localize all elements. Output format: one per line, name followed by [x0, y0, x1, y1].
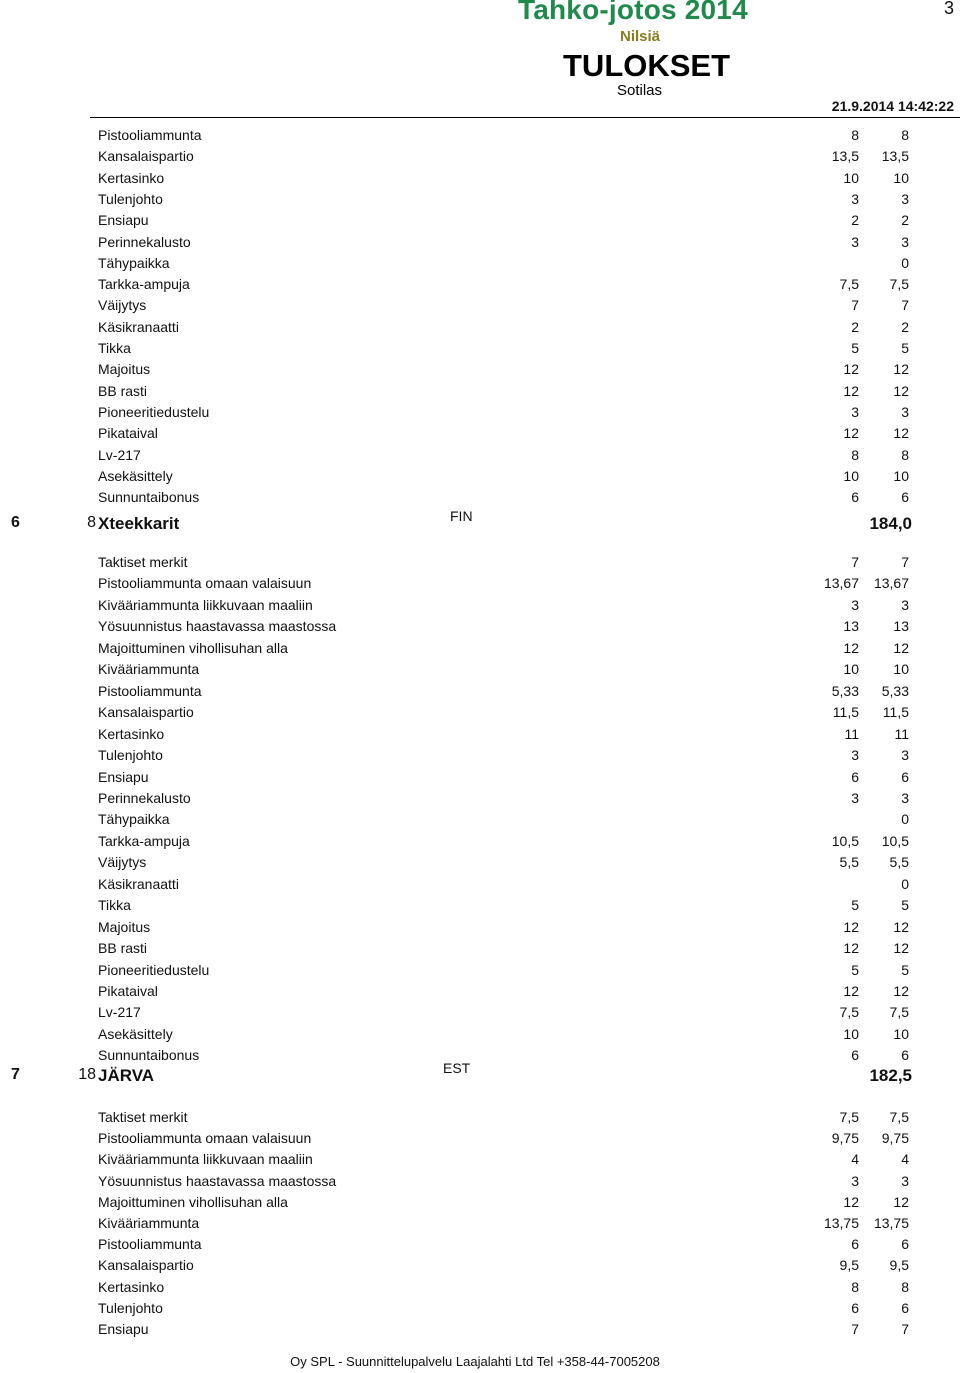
- row-score: 4: [851, 1151, 859, 1168]
- row-label: Pistooliammunta omaan valaisuun: [98, 1130, 312, 1147]
- row-points: 10: [893, 169, 909, 186]
- result-row: [98, 255, 918, 275]
- result-row: [98, 1194, 918, 1214]
- row-label: Kertasinko: [98, 1278, 165, 1295]
- row-label: Tähypaikka: [98, 811, 170, 828]
- team-name: JÄRVA: [98, 1066, 155, 1085]
- result-row: [98, 726, 918, 746]
- row-points: 7,5: [889, 1004, 909, 1021]
- header-divider: [90, 117, 960, 118]
- row-label: Taktiset merkit: [98, 1109, 188, 1125]
- row-points: 8: [901, 446, 909, 463]
- row-label: Tikka: [98, 897, 131, 914]
- row-label: Pistooliammunta omaan valaisuun: [98, 575, 312, 592]
- row-points: 0: [901, 254, 909, 271]
- row-label: Majoitus: [98, 918, 151, 935]
- row-score: 6: [851, 489, 859, 506]
- row-score: 13,5: [831, 148, 859, 165]
- result-row: [98, 234, 918, 254]
- row-label: Ensiapu: [98, 768, 149, 785]
- result-row: [98, 425, 918, 445]
- row-label: Majoittuminen vihollisuhan alla: [98, 1193, 288, 1210]
- row-label: Tulenjohto: [98, 190, 163, 207]
- row-points: 0: [901, 875, 909, 892]
- row-score: 5: [851, 897, 859, 914]
- row-score: 7: [851, 554, 859, 570]
- result-row: [98, 854, 918, 874]
- row-label: Käsikranaatti: [98, 318, 179, 335]
- result-row: [98, 575, 918, 595]
- team-total: 184,0: [869, 514, 912, 533]
- result-row: [98, 1257, 918, 1277]
- row-score: 10: [843, 169, 859, 186]
- row-points: 6: [901, 1236, 909, 1253]
- result-row: [98, 747, 918, 767]
- row-points: 13: [893, 618, 909, 635]
- row-label: Kivääriammunta: [98, 661, 200, 678]
- row-label: Kertasinko: [98, 725, 165, 742]
- result-row: [98, 447, 918, 467]
- row-points: 6: [901, 489, 909, 506]
- result-row: [98, 597, 918, 617]
- row-label: Pistooliammunta: [98, 682, 202, 699]
- row-score: 6: [851, 768, 859, 785]
- team-total: 182,5: [869, 1066, 912, 1085]
- result-row: [98, 1130, 918, 1150]
- row-score: 2: [851, 212, 859, 229]
- row-points: 12: [893, 983, 909, 999]
- result-row: [98, 383, 918, 403]
- row-points: 10,5: [881, 832, 909, 849]
- result-row: [98, 212, 918, 232]
- result-row: [98, 468, 918, 488]
- row-points: 8: [901, 1278, 909, 1295]
- row-points: 0: [901, 811, 909, 828]
- result-row: [98, 1215, 918, 1235]
- row-points: 12: [893, 918, 909, 935]
- row-score: 5,33: [831, 682, 859, 699]
- row-score: 12: [843, 639, 859, 656]
- row-points: 5,5: [889, 854, 909, 871]
- result-row: [98, 661, 918, 681]
- row-score: 8: [851, 446, 859, 463]
- team-number: 18: [78, 1066, 96, 1083]
- result-row: [98, 489, 918, 509]
- row-points: 3: [901, 789, 909, 806]
- footer: [0, 1354, 960, 1369]
- row-label: BB rasti: [98, 940, 148, 957]
- result-row: [98, 618, 918, 638]
- result-row: [98, 1004, 918, 1024]
- result-row: [98, 1047, 918, 1067]
- row-points: 3: [901, 403, 909, 420]
- row-label: Yösuunnistus haastavassa maastossa: [98, 1172, 337, 1189]
- team-number: 8: [87, 514, 96, 531]
- result-row: [98, 897, 918, 917]
- row-label: Tarkka-ampuja: [98, 832, 190, 849]
- row-label: Kivääriammunta: [98, 1215, 200, 1231]
- row-points: 3: [901, 233, 909, 250]
- row-label: Ensiapu: [98, 212, 149, 229]
- row-score: 12: [843, 361, 859, 378]
- row-score: 7,5: [839, 276, 859, 293]
- event-title: Tahko-jotos 2014: [518, 0, 748, 25]
- row-points: 13,5: [881, 148, 909, 165]
- row-score: 11: [844, 725, 859, 742]
- row-score: 6: [851, 1047, 859, 1064]
- row-score: 12: [843, 382, 859, 399]
- result-row: [98, 962, 918, 982]
- row-label: Kertasinko: [98, 169, 165, 186]
- result-row: [98, 919, 918, 939]
- row-points: 7: [901, 297, 909, 314]
- row-points: 12: [893, 940, 909, 957]
- timestamp: 21.9.2014 14:42:22: [831, 98, 954, 114]
- row-points: 2: [901, 318, 909, 335]
- row-score: 7: [851, 1321, 859, 1337]
- row-score: 10: [843, 467, 859, 484]
- row-score: 3: [851, 190, 859, 207]
- row-points: 7,5: [889, 1109, 909, 1125]
- result-row: [98, 790, 918, 810]
- row-label: Tulenjohto: [98, 1299, 163, 1316]
- result-row: [98, 1151, 918, 1171]
- row-score: 6: [851, 1236, 859, 1253]
- row-score: 3: [851, 1172, 859, 1189]
- row-points: 9,75: [881, 1130, 909, 1147]
- row-points: 2: [901, 212, 909, 229]
- footer-text: Oy SPL - Suunnittelupalvelu Laajalahti Ltd Tel +358-44-7005208: [290, 1354, 660, 1369]
- result-row: [98, 340, 918, 360]
- team-name: Xteekkarit: [98, 514, 180, 533]
- result-row: [98, 554, 918, 574]
- event-place: Nilsiä: [620, 28, 661, 45]
- row-label: Tulenjohto: [98, 747, 163, 764]
- row-label: BB rasti: [98, 382, 148, 399]
- row-score: 9,75: [831, 1130, 859, 1147]
- row-label: Tikka: [98, 340, 131, 356]
- row-label: Kansalaispartio: [98, 148, 194, 165]
- row-label: Pikataival: [98, 983, 158, 999]
- row-score: 5: [851, 340, 859, 356]
- result-row: [98, 170, 918, 190]
- row-label: Majoittuminen vihollisuhan alla: [98, 639, 288, 656]
- row-points: 5,33: [881, 682, 909, 699]
- row-label: Sunnuntaibonus: [98, 1047, 200, 1064]
- team-rank: 7: [11, 1066, 20, 1083]
- row-label: Majoitus: [98, 361, 151, 378]
- results-class: Sotilas: [617, 82, 663, 99]
- row-label: Pistooliammunta: [98, 1236, 202, 1253]
- row-label: Asekäsittely: [98, 467, 173, 484]
- row-score: 2: [851, 318, 859, 335]
- row-label: Kivääriammunta liikkuvaan maaliin: [98, 596, 313, 613]
- row-points: 3: [901, 1172, 909, 1189]
- team-country: FIN: [450, 508, 473, 524]
- row-score: 13,67: [823, 575, 859, 592]
- result-row: [98, 276, 918, 296]
- result-row: [98, 127, 918, 147]
- result-row: [98, 769, 918, 789]
- result-row: [98, 319, 918, 339]
- team-rank: 6: [11, 514, 20, 531]
- row-score: 5,5: [839, 854, 859, 871]
- result-row: [98, 983, 918, 1003]
- row-score: 3: [851, 596, 859, 613]
- row-score: 6: [851, 1299, 859, 1316]
- row-points: 6: [901, 1299, 909, 1316]
- result-row: [98, 683, 918, 703]
- row-label: Pistooliammunta: [98, 127, 202, 143]
- result-row: [98, 1321, 918, 1341]
- result-row: [98, 404, 918, 424]
- row-points: 11,5: [882, 704, 909, 721]
- row-score: 12: [843, 940, 859, 957]
- row-points: 12: [893, 639, 909, 656]
- row-label: Käsikranaatti: [98, 875, 179, 892]
- row-label: Lv-217: [98, 1004, 141, 1021]
- row-score: 8: [851, 1278, 859, 1295]
- row-points: 4: [901, 1151, 909, 1168]
- row-score: 13,75: [823, 1215, 859, 1231]
- row-score: 7,5: [839, 1109, 859, 1125]
- row-score: 8: [851, 127, 859, 143]
- row-points: 12: [893, 382, 909, 399]
- row-label: Väijytys: [98, 297, 147, 314]
- row-score: 10: [843, 661, 859, 678]
- row-label: Lv-217: [98, 446, 141, 463]
- row-score: 11,5: [832, 704, 859, 721]
- row-points: 10: [893, 661, 909, 678]
- result-row: [98, 940, 918, 960]
- row-score: 10,5: [831, 832, 859, 849]
- row-label: Kansalaispartio: [98, 704, 194, 721]
- result-row: [98, 1109, 918, 1129]
- row-label: Perinnekalusto: [98, 233, 191, 250]
- row-points: 10: [893, 467, 909, 484]
- row-score: 3: [851, 403, 859, 420]
- row-points: 7,5: [889, 276, 909, 293]
- result-row: [98, 361, 918, 381]
- row-points: 3: [901, 747, 909, 764]
- row-points: 12: [893, 1193, 909, 1210]
- row-points: 6: [901, 1047, 909, 1064]
- result-row: [98, 1236, 918, 1256]
- row-points: 13,67: [873, 575, 909, 592]
- result-row: [98, 1300, 918, 1320]
- row-label: Kansalaispartio: [98, 1257, 194, 1274]
- page-number: 3: [943, 0, 954, 18]
- row-label: Asekäsittely: [98, 1025, 173, 1042]
- row-points: 3: [901, 596, 909, 613]
- row-score: 12: [843, 983, 859, 999]
- row-label: Taktiset merkit: [98, 554, 188, 570]
- row-points: 12: [893, 361, 909, 378]
- team-header: [0, 1060, 960, 1092]
- team-header: [0, 508, 960, 540]
- row-points: 6: [901, 768, 909, 785]
- row-score: 3: [851, 789, 859, 806]
- row-points: 8: [901, 127, 909, 143]
- row-score: 9,5: [839, 1257, 859, 1274]
- row-label: Kivääriammunta liikkuvaan maaliin: [98, 1151, 313, 1168]
- row-score: 12: [843, 425, 859, 442]
- row-score: 12: [843, 918, 859, 935]
- row-points: 5: [901, 961, 909, 978]
- row-label: Tarkka-ampuja: [98, 276, 190, 293]
- result-row: [98, 191, 918, 211]
- row-label: Perinnekalusto: [98, 789, 191, 806]
- row-points: 10: [893, 1025, 909, 1042]
- result-row: [98, 833, 918, 853]
- row-label: Pioneeritiedustelu: [98, 403, 210, 420]
- result-row: [98, 876, 918, 896]
- row-score: 3: [851, 747, 859, 764]
- row-points: 13,75: [873, 1215, 909, 1231]
- row-label: Pikataival: [98, 425, 158, 442]
- team-country: EST: [443, 1060, 471, 1076]
- row-points: 7: [901, 554, 909, 570]
- row-score: 5: [851, 961, 859, 978]
- row-points: 3: [901, 190, 909, 207]
- row-points: 5: [901, 340, 909, 356]
- result-row: [98, 811, 918, 831]
- row-label: Yösuunnistus haastavassa maastossa: [98, 618, 337, 635]
- result-row: [98, 297, 918, 317]
- row-label: Pioneeritiedustelu: [98, 961, 210, 978]
- row-score: 7: [851, 297, 859, 314]
- result-row: [98, 1026, 918, 1046]
- result-row: [98, 704, 918, 724]
- row-label: Tähypaikka: [98, 254, 170, 271]
- result-row: [98, 1173, 918, 1193]
- row-score: 3: [851, 233, 859, 250]
- row-points: 7: [901, 1321, 909, 1337]
- result-row: [98, 1279, 918, 1299]
- row-points: 5: [901, 897, 909, 914]
- row-score: 12: [843, 1193, 859, 1210]
- results-title: TULOKSET: [563, 48, 731, 83]
- row-score: 13: [843, 618, 859, 635]
- row-points: 11: [894, 725, 909, 742]
- result-row: [98, 640, 918, 660]
- row-label: Sunnuntaibonus: [98, 489, 200, 506]
- row-score: 7,5: [839, 1004, 859, 1021]
- row-points: 12: [893, 425, 909, 442]
- result-row: [98, 148, 918, 168]
- row-points: 9,5: [889, 1257, 909, 1274]
- row-label: Ensiapu: [98, 1321, 149, 1337]
- row-label: Väijytys: [98, 854, 147, 871]
- row-score: 10: [843, 1025, 859, 1042]
